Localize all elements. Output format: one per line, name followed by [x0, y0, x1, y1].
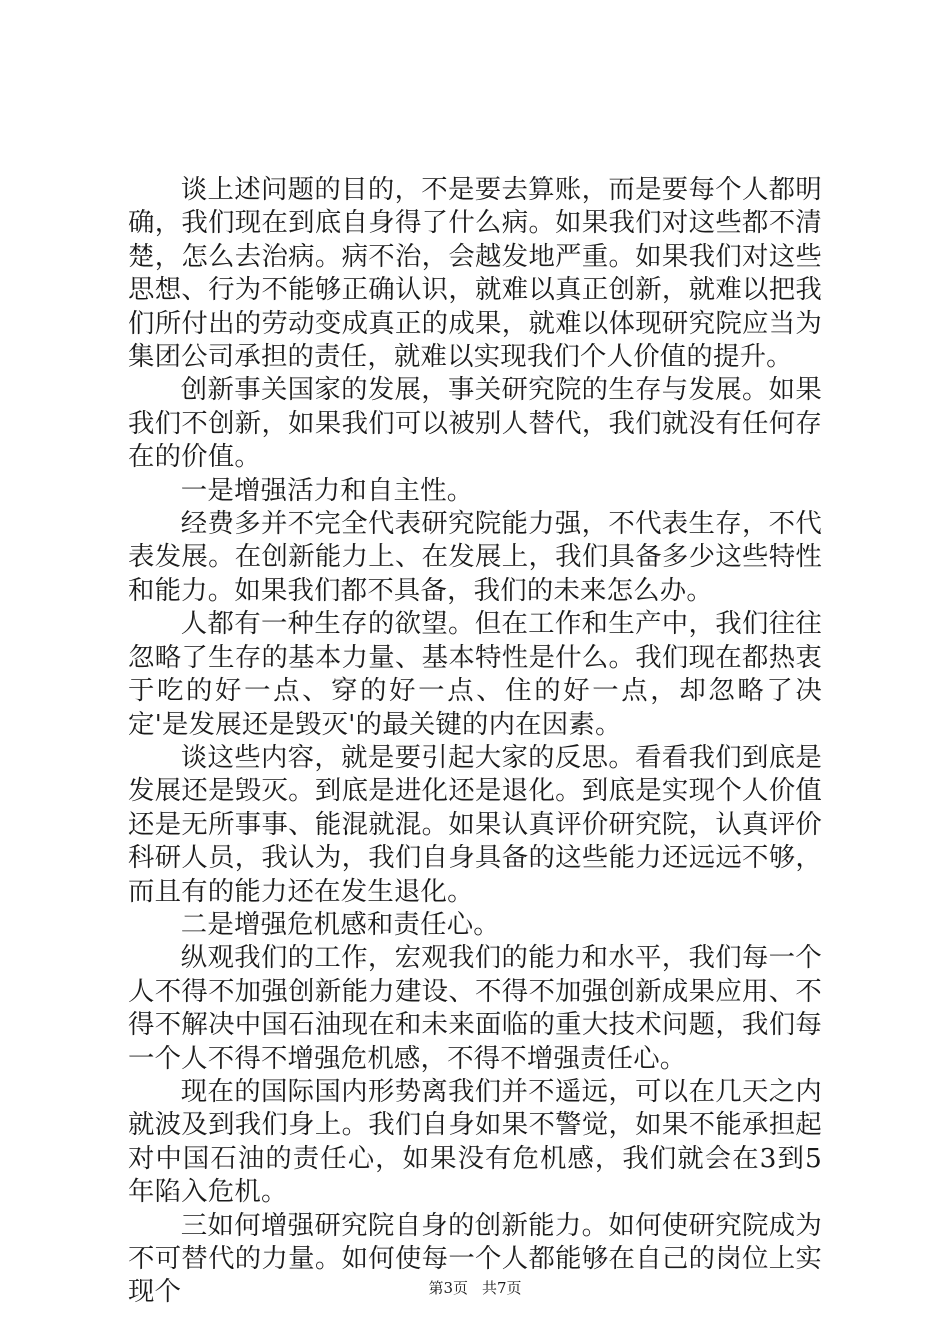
paragraph: 创新事关国家的发展，事关研究院的生存与发展。如果我们不创新，如果我们可以被别人替代，我们就没有任何存在的价值。 [128, 374, 822, 473]
paragraph: 现在的国际国内形势离我们并不遥远，可以在几天之内就波及到我们身上。我们自身如果不警觉，如果不能承担起对中国石油的责任心，如果没有危机感，我们就会在3到5年陷入危机。 [128, 1075, 822, 1208]
page-number: 第3页 [428, 1279, 468, 1297]
page-footer [0, 1278, 950, 1298]
document-body [128, 173, 822, 1309]
paragraph: 一是增强活力和自主性。 [180, 474, 474, 506]
paragraph: 谈上述问题的目的，不是要去算账，而是要每个人都明确，我们现在到底自身得了什么病。如果我们对这些都不清楚，怎么去治病。病不治，会越发地严重。如果我们对这些思想、行为不能够正确认识，就难以真正创新，就难以把我们所付出的劳动变成真正的成果，就难以体现研究院应当为集团公司承担的责任，就难以实现我们个人价值的提升。 [128, 174, 822, 373]
paragraph: 二是增强危机感和责任心。 [180, 908, 500, 940]
paragraph: 人都有一种生存的欲望。但在工作和生产中，我们往往忽略了生存的基本力量、基本特性是什么。我们现在都热衷于吃的好一点、穿的好一点、住的好一点，却忽略了决定'是发展还是毁灭'的最关键的内在因素。 [128, 608, 822, 740]
page-total: 共7页 [482, 1279, 522, 1297]
paragraph: 三如何增强研究院自身的创新能力。如何使研究院成为不可替代的力量。如何使每一个人都能够在自己的岗位上实现个 [128, 1209, 822, 1308]
paragraph: 经费多并不完全代表研究院能力强，不代表生存，不代表发展。在创新能力上、在发展上，我们具备多少这些特性和能力。如果我们都不具备，我们的未来怎么办。 [128, 508, 822, 606]
paragraph: 纵观我们的工作，宏观我们的能力和水平，我们每一个人不得不加强创新能力建设、不得不加强创新成果应用、不得不解决中国石油现在和未来面临的重大技术问题，我们每一个人不得不增强危机感，不得不增强责任心。 [128, 942, 822, 1074]
paragraph: 谈这些内容，就是要引起大家的反思。看看我们到底是发展还是毁灭。到底是进化还是退化。到底是实现个人价值还是无所事事、能混就混。如果认真评价研究院，认真评价科研人员，我认为，我们自身具备的这些能力还远远不够，而且有的能力还在发生退化。 [128, 741, 822, 907]
